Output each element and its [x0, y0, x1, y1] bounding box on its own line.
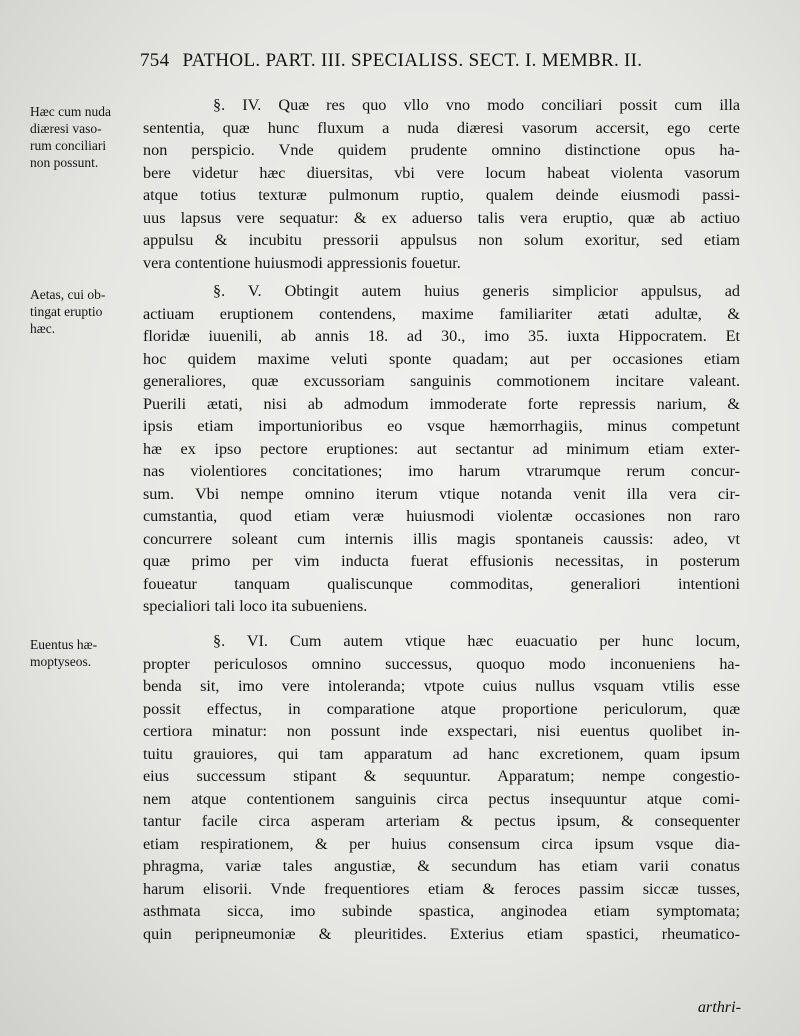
running-title: PATHOL. PART. III. SPECIALISS. SECT. I. MEMBR. II.	[182, 50, 643, 71]
text-line: quæ primo per vim inducta fuerat effusionis necessitas, in posterum	[143, 552, 740, 570]
text-line: ipsis etiam importunioribus eo vsque hæmorrhagiis, minus competunt	[143, 417, 740, 435]
margin-note-line: Aetas, cui ob-	[30, 287, 106, 302]
text-line: phragma, variæ tales angustiæ, & secundum has etiam varii conatus	[143, 857, 740, 875]
text-line: actiuam eruptionem contendens, maxime familiariter ætati adultæ, &	[143, 304, 740, 323]
text-line: possit effectus, in comparatione atque proportione periculorum, quæ	[143, 699, 740, 718]
text-line: eius successum stipant & sequuntur. Apparatum; nempe congestio-	[143, 767, 740, 785]
text-line: sum. Vbi nempe omnino iterum vtique notanda venit illa vera cir-	[143, 484, 740, 503]
text-line: etiam respirationem, & per huius consensum circa ipsum vsque dia-	[143, 834, 740, 853]
text-line: specialiori tali loco ita subueniens.	[143, 597, 368, 615]
margin-note-line: diæresi vaso-	[30, 121, 102, 136]
text-line: cumstantia, quod etiam veræ huiusmodi violentæ occasiones non raro	[143, 507, 740, 525]
catchword: arthri-	[697, 998, 741, 1016]
running-header	[140, 50, 740, 72]
text-line: §. V. Obtingit autem huius generis simplicior appulsus, ad	[213, 282, 740, 300]
margin-note-line: tingat eruptio	[30, 304, 103, 319]
text-line: non perspicio. Vnde quidem prudente omnino distinctione opus ha-	[143, 141, 740, 159]
margin-note-line: rum conciliari	[30, 138, 107, 153]
text-line: benda sit, imo vere intoleranda; vtpote cuius nullus vsquam vtilis esse	[143, 677, 740, 695]
margin-note-line: Euentus hæ-	[30, 637, 98, 652]
text-line: §. IV. Quæ res quo vllo vno modo conciliari possit cum illa	[213, 96, 740, 114]
margin-note-2	[30, 286, 142, 337]
text-line: uus lapsus vere sequatur: & ex aduerso talis vera eruptio, quæ ab actiuo	[143, 208, 740, 227]
text-line: tantur facile circa asperam arteriam & pectus ipsum, & consequenter	[143, 812, 740, 830]
text-line: hoc quidem maxime veluti sponte quadam; aut per occasiones etiam	[143, 349, 740, 368]
text-line: nas violentiores concitationes; imo harum vtrarumque rerum concur-	[143, 462, 740, 480]
margin-note-1	[30, 103, 142, 171]
margin-note-line: Hæc cum nuda	[30, 104, 111, 119]
margin-note-3	[30, 636, 142, 670]
text-line: Puerili ætati, nisi ab admodum immoderate forte repressis narium, &	[143, 394, 740, 413]
text-line: atque totius texturæ pulmonum ruptio, qualem deinde eiusmodi passi-	[143, 186, 740, 204]
paragraph-section-6	[143, 630, 740, 945]
margin-note-line: non possunt.	[30, 155, 99, 170]
text-line: bere videtur hæc diuersitas, vbi vere locum habeat violenta vasorum	[143, 163, 740, 182]
page-number: 754	[140, 50, 170, 71]
text-line: tuitu grauiores, qui tam apparatum ad hanc excretionem, quam ipsum	[143, 744, 740, 763]
text-line: propter periculosos omnino successus, quoquo modo inconueniens ha-	[143, 654, 740, 673]
text-line: asthmata sicca, imo subinde spastica, anginodea etiam symptomata;	[143, 902, 740, 920]
text-line: quin peripneumoniæ & pleuritides. Exterius etiam spastici, rheumatico-	[143, 924, 740, 943]
text-line: floridæ iuuenili, ab annis 18. ad 30., imo 35. iuxta Hippocratem. Et	[143, 327, 740, 345]
text-line: appulsu & incubitu pressorii appulsus non solum exoritur, sed etiam	[143, 231, 740, 249]
paragraph-section-5	[143, 280, 740, 618]
text-line: §. VI. Cum autem vtique hæc euacuatio per hunc locum,	[213, 632, 740, 650]
text-line: foueatur tanquam qualiscunque commoditas, generaliori intentioni	[143, 574, 740, 593]
paragraph-section-4	[143, 94, 740, 274]
text-line: generaliores, quæ excussoriam sanguinis commotionem incitare valeant.	[143, 372, 740, 390]
margin-note-line: hæc.	[30, 321, 56, 336]
text-line: concurrere soleant cum internis illis magis spontaneis caussis: adeo, vt	[143, 529, 740, 548]
text-line: sententia, quæ hunc fluxum a nuda diæresi vasorum accersit, ego certe	[143, 118, 740, 137]
text-line: nem atque contentionem sanguinis circa pectus insequuntur atque comi-	[143, 789, 740, 808]
margin-note-line: moptyseos.	[30, 654, 92, 669]
text-line: harum elisorii. Vnde frequentiores etiam & feroces passim siccæ tusses,	[143, 879, 740, 898]
text-line: certiora minatur: non possunt inde exspectari, nisi euentus quolibet in-	[143, 722, 740, 740]
text-line: hæ ex ipso pectore eruptiones: aut sectantur ad minimum etiam exter-	[143, 439, 740, 458]
text-line: vera contentione huiusmodi appressionis fouetur.	[143, 253, 461, 272]
